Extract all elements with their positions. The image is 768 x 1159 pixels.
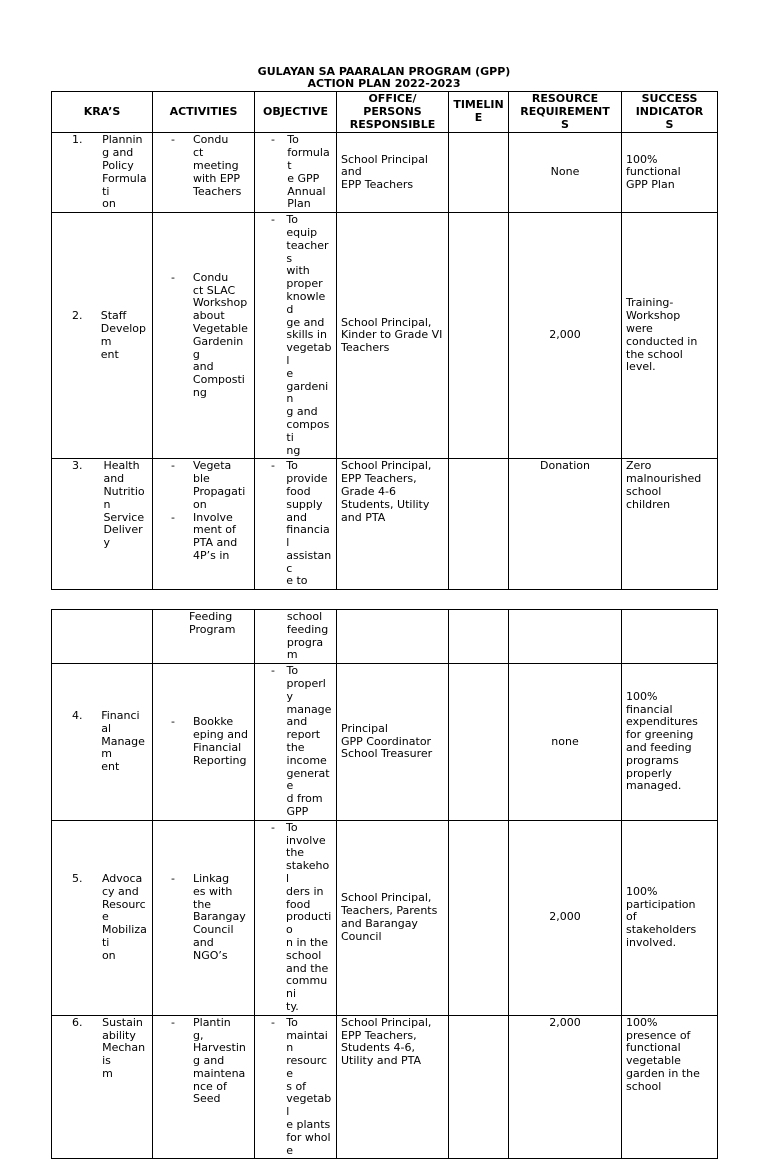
table-row [52, 133, 718, 213]
kra-text: Plannin g and Policy Formulati on [102, 133, 147, 211]
col-header-objective: OBJECTIVE [255, 92, 337, 133]
indicator-cell: 100% functional GPP Plan [622, 133, 718, 213]
objective-cell [255, 1015, 337, 1159]
activity-cell [153, 459, 255, 590]
kra-cell [52, 133, 153, 213]
objective-text: To involve the stakehol ders in food productio n in the school and the communi ty. [286, 820, 332, 1013]
bullet-dash: - [271, 820, 275, 834]
kra-text: Staff Developm ent [100, 309, 147, 361]
activity-text: Linkag es with the Barangay Council and NGO’s [193, 871, 246, 962]
bullet-dash: - [171, 459, 175, 473]
kra-cell [52, 213, 153, 459]
indicator-cell [622, 610, 718, 664]
resource-cell: none [509, 664, 622, 821]
kra-cell [52, 459, 153, 590]
activity-text: Feeding Program [189, 610, 236, 636]
timeline-cell [449, 664, 509, 821]
bullet-dash: - [271, 133, 275, 147]
objective-text: To formulat e GPP Annual Plan [287, 133, 330, 211]
resource-cell: 2,000 [509, 820, 622, 1015]
objective-cell [255, 820, 337, 1015]
kra-cell [52, 820, 153, 1015]
timeline-cell [449, 213, 509, 459]
bullet-dash: - [171, 270, 175, 284]
activity-text: Bookke eping and Financial Reporting [193, 715, 248, 767]
timeline-cell [449, 1015, 509, 1159]
col-header-office: OFFICE/ PERSONS RESPONSIBLE [337, 92, 449, 133]
objective-text: To properly manage and report the income generate d from GPP [286, 664, 332, 818]
table-row [52, 820, 718, 1015]
activity-cell [153, 133, 255, 213]
objective-cell [255, 213, 337, 459]
activity-text: Condu ct meeting with EPP Teachers [193, 133, 242, 198]
activity-cell [153, 610, 255, 664]
action-plan-table-page2 [51, 609, 718, 1159]
col-header-activities: ACTIVITIES [153, 92, 255, 133]
activity-cell [153, 820, 255, 1015]
indicator-cell: Zero malnourished school children [622, 459, 718, 590]
timeline-cell [449, 459, 509, 590]
indicator-cell: 100% participation of stakeholders involved. [622, 820, 718, 1015]
timeline-cell [449, 133, 509, 213]
document-subtitle: ACTION PLAN 2022-2023 [307, 77, 461, 90]
office-cell: School Principal, Teachers, Parents and Barangay Council [337, 820, 449, 1015]
office-cell: School Principal, EPP Teachers, Grade 4-6 Students, Utility and PTA [337, 459, 449, 590]
kra-text: Health and Nutrition Service Delivery [103, 459, 145, 550]
bullet-dash: - [271, 459, 275, 473]
kra-number: 2. [72, 309, 83, 323]
activity-text: Vegeta ble Propagati on [193, 459, 246, 511]
bullet-dash: - [171, 133, 175, 147]
resource-cell: Donation [509, 459, 622, 590]
kra-cell [52, 1015, 153, 1159]
objective-cell [255, 610, 337, 664]
activity-text: Plantin g, Harvestin g and maintena nce of Seed [193, 1015, 246, 1106]
office-cell: School Principal and EPP Teachers [337, 133, 449, 213]
kra-cell [52, 664, 153, 821]
table-row [52, 664, 718, 821]
resource-cell: None [509, 133, 622, 213]
objective-text: To maintain resource s of vegetabl e plants for whole [286, 1015, 332, 1157]
indicator-cell: 100% financial expenditures for greening and feeding programs properly managed. [622, 664, 718, 821]
table-row [52, 459, 718, 590]
objective-text: To provide food supply and financial assistanc e to [286, 459, 332, 588]
indicator-cell: 100% presence of functional vegetable garden in the school [622, 1015, 718, 1159]
activity-cell [153, 213, 255, 459]
office-cell [337, 610, 449, 664]
col-header-resource: RESOURCE REQUIREMENT S [509, 92, 622, 133]
kra-text: Advoca cy and Resource Mobilizati on [101, 871, 147, 962]
resource-cell: 2,000 [509, 1015, 622, 1159]
action-plan-table-page1 [51, 91, 718, 590]
objective-text: To equip teachers with proper knowled ge and skills in vegetabl e gardenin g and composti ng [286, 213, 332, 457]
bullet-dash: - [171, 1015, 175, 1029]
kra-number: 6. [72, 1015, 83, 1029]
timeline-cell [449, 820, 509, 1015]
indicator-cell: Training- Workshop were conducted in the school level. [622, 213, 718, 459]
table-row [52, 213, 718, 459]
office-cell: Principal GPP Coordinator School Treasurer [337, 664, 449, 821]
col-header-kra: KRA’S [52, 92, 153, 133]
resource-cell: 2,000 [509, 213, 622, 459]
bullet-dash: - [171, 715, 175, 729]
table-header-row [52, 92, 718, 133]
kra-number: 5. [72, 871, 83, 885]
objective-cell [255, 459, 337, 590]
bullet-dash: - [271, 1015, 275, 1029]
objective-cell [255, 133, 337, 213]
timeline-cell [449, 610, 509, 664]
document-title: GULAYAN SA PAARALAN PROGRAM (GPP) [257, 65, 511, 78]
objective-cell [255, 664, 337, 821]
activity-cell [153, 664, 255, 821]
bullet-dash: - [271, 213, 275, 227]
col-header-indicator: SUCCESS INDICATOR S [622, 92, 718, 133]
activity-text: Condu ct SLAC Workshop about Vegetable Gardening and Composti ng [192, 270, 248, 399]
activity-text: Involve ment of PTA and 4P’s in [193, 510, 238, 562]
bullet-dash: - [171, 871, 175, 885]
kra-number: 3. [72, 459, 83, 473]
resource-cell [509, 610, 622, 664]
table-row [52, 1015, 718, 1159]
bullet-dash: - [271, 664, 275, 678]
office-cell: School Principal, EPP Teachers, Students 4-6, Utility and PTA [337, 1015, 449, 1159]
kra-text: Financi al Managem ent [101, 708, 145, 774]
bullet-dash: - [171, 510, 175, 524]
office-cell: School Principal, Kinder to Grade VI Teachers [337, 213, 449, 459]
table-row [52, 610, 718, 664]
activity-cell [153, 1015, 255, 1159]
kra-number: 4. [72, 708, 83, 722]
kra-text: Sustain ability Mechanis m [102, 1015, 146, 1080]
col-header-timeline: TIMELINE [449, 92, 509, 133]
kra-cell [52, 610, 153, 664]
objective-text: school feeding program [286, 610, 329, 662]
kra-number: 1. [72, 133, 83, 147]
